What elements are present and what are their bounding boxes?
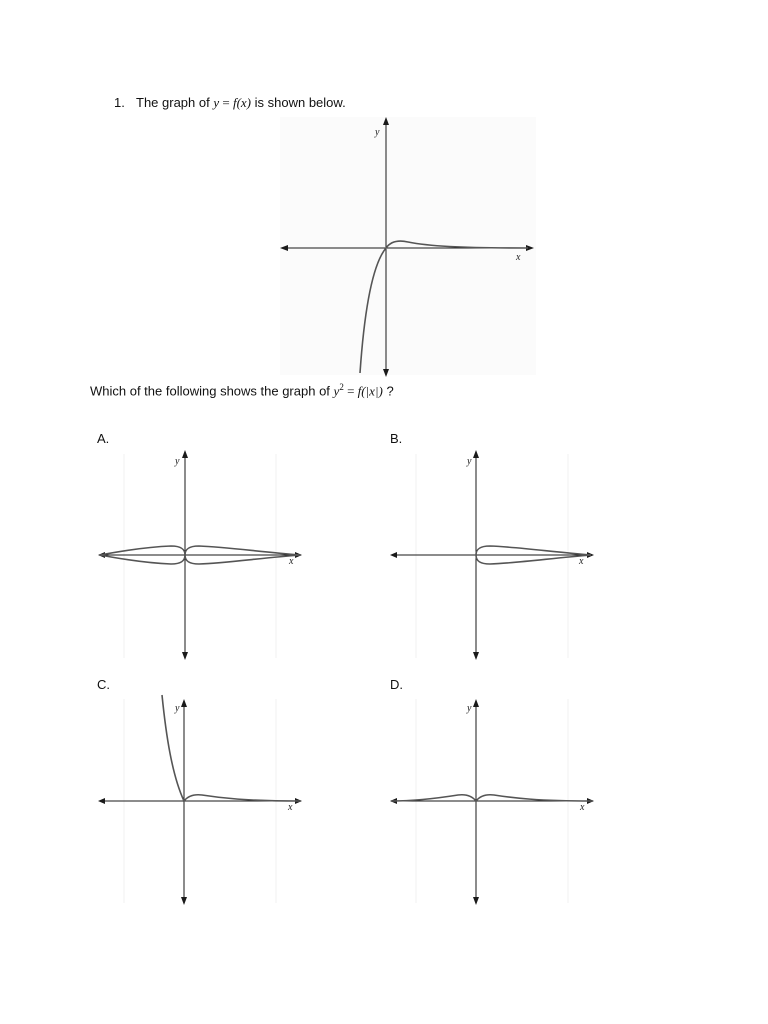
option-a-graph[interactable] (96, 450, 306, 662)
y-axis-arrow-down (181, 897, 187, 905)
option-b-label[interactable]: B. (390, 431, 403, 446)
ask-lhs: y (333, 383, 340, 399)
graph-panel (280, 117, 536, 375)
question-ask (90, 382, 394, 399)
y-axis-label: y (467, 456, 472, 467)
y-axis-label: y (175, 456, 180, 467)
option-b-graph[interactable] (388, 450, 598, 662)
y-axis-arrow-up (473, 699, 479, 707)
y-axis-arrow-up (473, 450, 479, 458)
option-d-graph[interactable] (388, 695, 598, 907)
stem-eq-rhs: f(x) (232, 95, 251, 110)
y-axis-arrow-down (473, 897, 479, 905)
ask-power: 2 (339, 382, 344, 392)
x-axis-label: x (288, 802, 293, 813)
y-axis-label: y (375, 127, 380, 138)
option-d-label[interactable]: D. (390, 677, 403, 692)
right-bump (476, 795, 592, 801)
question-number: 1. (114, 95, 125, 110)
right-bump (184, 795, 300, 801)
main-graph (278, 115, 538, 380)
stem-eq-sign: = (219, 95, 233, 110)
x-axis-arrow-left (98, 798, 105, 804)
ask-suffix: ? (382, 383, 394, 399)
ask-rhs: f(|x|) (357, 383, 383, 399)
ask-sign: = (343, 383, 358, 399)
x-axis-label: x (580, 802, 585, 813)
stem-eq-lhs: y (213, 95, 220, 110)
left-bump (392, 795, 476, 801)
option-a-label[interactable]: A. (97, 431, 110, 446)
ask-prefix: Which of the following shows the graph of (90, 383, 334, 399)
x-axis-label: x (516, 252, 521, 263)
stem-suffix: is shown below. (254, 95, 346, 110)
y-axis-arrow-up (181, 699, 187, 707)
question-stem (136, 95, 346, 111)
left-branch (162, 695, 184, 801)
option-c-label[interactable]: C. (97, 677, 110, 692)
y-axis-arrow-up (182, 450, 188, 458)
stem-prefix: The graph of (136, 95, 214, 110)
option-c-graph[interactable] (96, 695, 306, 907)
y-axis-arrow-down (473, 652, 479, 660)
y-axis-label: y (467, 703, 472, 714)
y-axis-label: y (175, 703, 180, 714)
y-axis-arrow-down (182, 652, 188, 660)
x-axis-label: x (579, 556, 584, 567)
x-axis-arrow-left (390, 552, 397, 558)
x-axis-label: x (289, 556, 294, 567)
